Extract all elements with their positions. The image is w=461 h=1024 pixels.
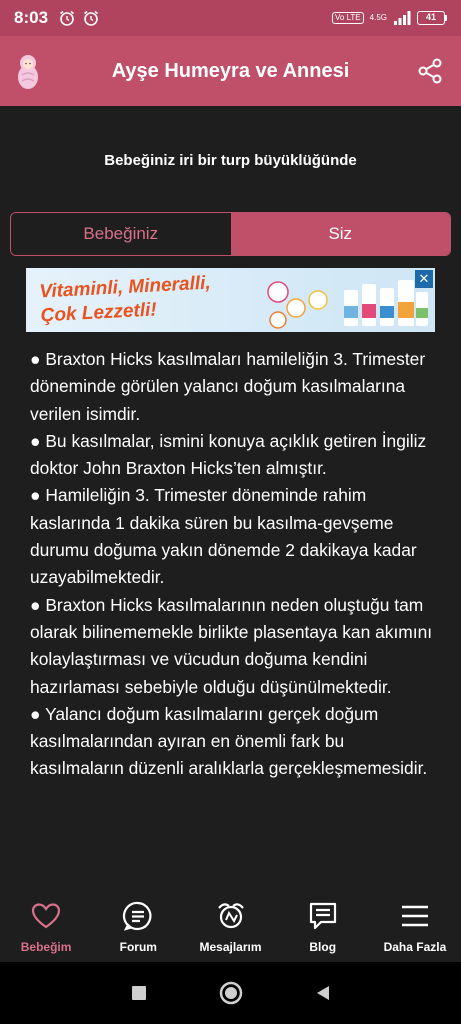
tab-bebeginiz[interactable]: Bebeğiniz [11, 213, 231, 255]
battery-tip [445, 15, 447, 21]
baby-size-caption: Bebeğiniz iri bir turp büyüklüğünde [104, 152, 357, 169]
fact-item: ● Bu kasılmalar, ismini konuya açıklık getiren İngiliz doktor John Braxton Hicks’ten almıştır. [30, 430, 427, 479]
ad-line-1: Vitaminli, Mineralli, [38, 272, 212, 303]
ad-headline [39, 272, 213, 329]
fact-item: ● Yalancı doğum kasılmalarını gerçek doğum kasılmalarından ayıran en önemli fark bu kasılmaların düzenli aralıklarla gerçekleşmemesidir. [30, 703, 428, 779]
battery-icon [417, 11, 447, 25]
fact-item: ● Braxton Hicks kasılmaları hamileliğin 3. Trimester döneminde görülen yalancı doğum kasılmalarına verilen isimdir. [30, 349, 426, 424]
system-nav-bar [0, 962, 461, 1024]
baby-avatar-icon[interactable] [16, 51, 40, 91]
blog-icon [307, 900, 339, 932]
nav-label: Bebeğim [20, 940, 72, 954]
forum-icon [122, 900, 154, 932]
nav-label: Mesajlarım [199, 940, 262, 954]
nav-blog[interactable] [277, 888, 369, 962]
nav-label: Daha Fazla [383, 940, 447, 954]
status-right [332, 11, 447, 25]
menu-icon [399, 900, 431, 932]
status-bar [0, 0, 461, 36]
share-icon[interactable] [417, 58, 443, 84]
alarm-icon [58, 9, 76, 27]
home-icon[interactable] [218, 980, 244, 1006]
ad-banner[interactable] [26, 268, 435, 332]
signal-icon [393, 11, 411, 25]
back-icon[interactable] [314, 984, 332, 1002]
page-title: Ayşe Humeyra ve Annesi [111, 59, 350, 82]
battery-level: 41 [417, 11, 445, 25]
nav-label: Forum [119, 940, 157, 954]
volte-badge: Vo LTE [332, 12, 364, 24]
messages-icon [215, 900, 247, 932]
bottom-nav [0, 888, 461, 962]
status-time: 8:03 [14, 8, 49, 27]
fact-item: ● Braxton Hicks kasılmalarının neden oluştuğu tam olarak bilinememekle birlikte plasentaya kan akımını kolaylaştırması ve vücudun doğuma kendini hazırlaması sebebiyle olduğu düşünülmektedir. [30, 594, 433, 697]
tab-siz[interactable]: Siz [231, 213, 451, 255]
ad-line-2: Çok Lezzetli! [40, 299, 158, 327]
ad-close-button[interactable]: ✕ [415, 270, 433, 288]
status-left-icons [58, 9, 100, 27]
app-header [0, 36, 461, 106]
alarm-icon [82, 9, 100, 27]
nav-bebegim[interactable] [0, 888, 92, 962]
heart-icon [30, 900, 62, 932]
nav-label: Blog [309, 940, 337, 954]
ad-product-image [256, 274, 435, 330]
nav-forum[interactable] [92, 888, 184, 962]
facts-list [30, 346, 435, 783]
fact-item: ● Hamileliğin 3. Trimester döneminde rahim kaslarında 1 dakika süren bu kasılma-gevşeme durumu doğuma yakın dönemde 2 dakikaya kadar uzayabilmektedir. [30, 485, 417, 588]
segment-tabs [10, 212, 451, 256]
recents-icon[interactable] [130, 984, 148, 1002]
nav-daha-fazla[interactable] [369, 888, 461, 962]
network-type: 4.5G [369, 13, 387, 22]
nav-mesajlarim[interactable] [184, 888, 276, 962]
